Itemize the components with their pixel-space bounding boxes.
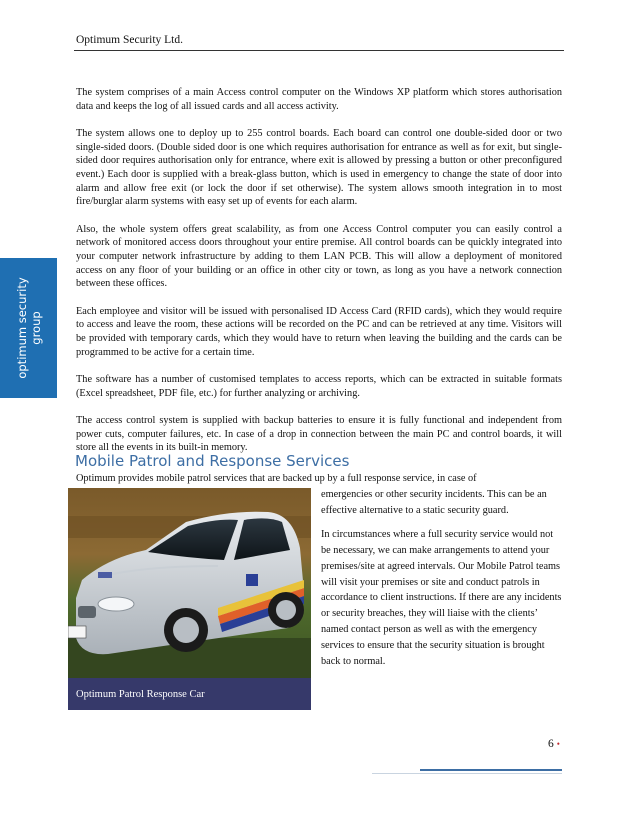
paragraph-2: The system allows one to deploy up to 255 control boards. Each board can control one double-sided door or two single-sided doors. (Double sided door is one which requires authorisation for entrance as well as for exit, but single-sided door requires authorisation only for entrance, where exit is allowed by pressing a button or other preconfigured event.) Each door is supplied with a break-glass button, which is used in emergency to change the state of door into alarm and allow free exit (or lock the door if set otherwise). The system allows smooth integration in to most fire/burglar alarm systems with easy set up of events for each alarm.	[76, 128, 562, 208]
side-tab-text: optimum security group	[14, 277, 43, 379]
intro-body	[76, 86, 562, 469]
photo-caption-bar	[68, 678, 311, 710]
section-title: Mobile Patrol and Response Services	[75, 452, 350, 470]
page-number-value: 6	[548, 738, 554, 750]
paragraph-1: The system comprises of a main Access control computer on the Windows XP platform which stores authorisation data and keeps the log of all issued cards and all access activity.	[76, 87, 562, 112]
patrol-car-photo	[68, 488, 311, 678]
paragraph-4: Each employee and visitor will be issued with personalised ID Access Card (RFID cards), which they would require to access and leave the room, these actions will be recorded on the PC and can be retrieved at any time. Visitors will be provided with temporary cards, which they would have to return when leaving the building and the cards can be programmed to be active for a certain time.	[76, 305, 562, 358]
photo-caption: Optimum Patrol Response Car	[76, 688, 205, 700]
paragraph-6: The access control system is supplied with backup batteries to ensure it is fully functional and independent from power cuts, computer failures, etc. In case of a drop in connection between the main PC and control boards, it will store all the events in its built-in memory.	[76, 415, 562, 454]
section-paragraph-2: In circumstances where a full security service would not be necessary, we can make arrangements to attend your premises/site at agreed intervals. Our Mobile Patrol teams will visit your premises or site and conduct patrols in accordance to client instructions. If there are any incidents or security breaches, they will liaise with the clients’ named contact person as well as with the emergency services to ensure that the security situation is brought back to normal.	[321, 528, 562, 668]
page-dot-icon: •	[556, 739, 560, 749]
patrol-car-figure	[68, 488, 311, 710]
paragraph-5: The software has a number of customised templates to access reports, which can be extracted in suitable formats (Excel spreadsheet, PDF file, etc.) for further analyzing or archiving.	[76, 374, 562, 399]
running-header: Optimum Security Ltd.	[76, 34, 184, 46]
page-number	[548, 738, 560, 750]
footer-rule	[372, 773, 562, 774]
section-paragraph-1: emergencies or other security incidents. This can be an effective alternative to a static security guard.	[321, 489, 547, 516]
side-tab-label	[15, 269, 43, 387]
paragraph-3: Also, the whole system offers great scalability, as from one Access Control computer you can easily control a network of monitored access doors throughout your entire premise. All control boards can be quickly integrated into your computer network infrastructure by adding to them LAN PCB. This will allow a deployment of monitored access on any floor of your building or an office in other city or town, as long as you have a network connection between these offices.	[76, 223, 562, 290]
header-rule	[74, 50, 564, 51]
section-lead: Optimum provides mobile patrol services that are backed up by a full response service, in case of	[76, 473, 477, 484]
section-body	[321, 487, 563, 678]
side-tab	[0, 258, 57, 398]
footer-accent-line	[420, 769, 562, 771]
